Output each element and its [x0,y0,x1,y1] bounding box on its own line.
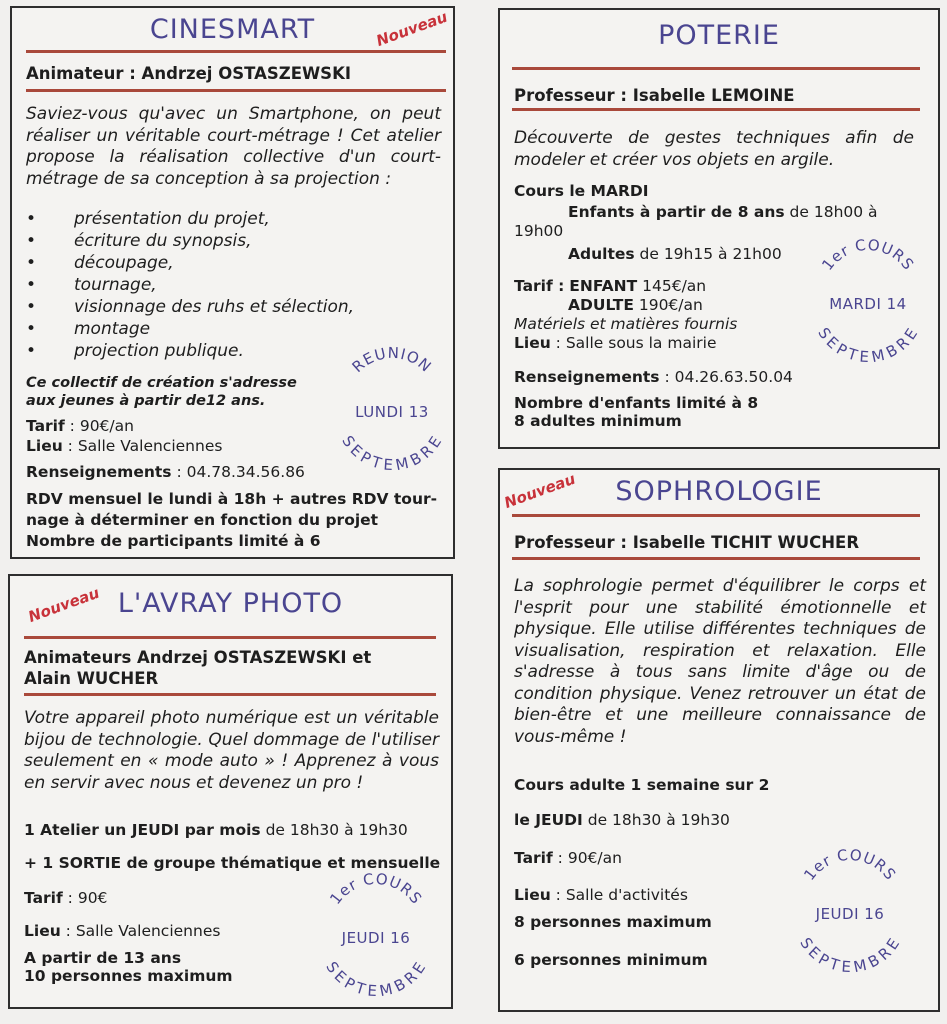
photo-lieu: Lieu : Salle Valenciennes [24,922,221,940]
poterie-cours: Cours le MARDI [514,182,649,200]
photo-animators-line-2: Alain WUCHER [24,669,159,688]
bullet-dot: • [26,209,37,229]
sophro-new-badge: Nouveau [501,469,578,512]
svg-text:REUNION [349,344,436,376]
poterie-enfants-end: 19h00 [514,222,564,240]
bullet-dot: • [26,275,37,295]
cinesmart-new-badge: Nouveau [373,7,450,50]
photo-date-stamp [322,869,430,1001]
cinesmart-rdv-line-1: RDV mensuel le lundi à 18h + autres RDV tour- [26,490,438,508]
sophro-jeudi: le JEUDI de 18h30 à 19h30 [514,811,730,829]
cinesmart-top-rule [26,50,446,53]
sophro-teacher: Professeur : Isabelle TICHIT WUCHER [514,533,860,552]
sophro-cours: Cours adulte 1 semaine sur 2 [514,776,770,794]
poterie-tarif-adulte: ADULTE 190€/an [568,296,703,314]
svg-text:SEPTEMBRE [338,432,445,474]
svg-text:1er COURS [800,846,899,884]
cinesmart-date-stamp [338,343,446,475]
photo-description: Votre appareil photo numérique est un véritable bijou de technologie. Quel dommage de l'utiliser seulement en « mode auto » ! Apprenez à vous en servir avec nous et devenez un pro ! [24,708,439,793]
stamp-top-text: 1er COURS [800,845,900,884]
photo-title: L'AVRAY PHOTO [117,588,344,619]
poterie-teacher: Professeur : Isabelle LEMOINE [514,86,795,105]
cinesmart-audience-line-2: aux jeunes à partir de12 ans. [26,393,266,409]
poterie-lieu: Lieu : Salle sous la mairie [514,334,717,352]
cinesmart-description: Saviez-vous qu'avec un Smartphone, on peut réaliser un véritable court-métrage ! Cet atelier propose la réalisation collective d'un court-métrage de sa conception à sa projection : [26,104,441,189]
photo-bottom-rule [24,693,436,696]
photo-age: A partir de 13 ans [24,949,182,967]
photo-top-rule [24,636,436,639]
stamp-middle-text: JEUDI 16 [341,929,411,947]
bullet-dot: • [26,231,37,251]
svg-text:SEPTEMBRE [796,934,903,976]
svg-text:SEPTEMBRE [322,958,429,1000]
stamp-bottom-text: SEPTEMBRE [338,432,446,475]
photo-animators-line-1: Animateurs Andrzej OSTASZEWSKI et [24,648,372,667]
bullet-dot: • [26,253,37,273]
bullet-dot: • [26,341,37,361]
poterie-date-stamp [814,235,922,367]
cinesmart-renseignements: Renseignements : 04.78.34.56.86 [26,463,305,481]
stamp-top-text: REUNION [348,343,436,377]
poterie-renseignements: Renseignements : 04.26.63.50.04 [514,368,793,386]
svg-text:1er COURS [818,236,917,274]
sophro-date-stamp [796,845,904,977]
poterie-materiel: Matériels et matières fournis [514,315,738,333]
poterie-limit-enfants: Nombre d'enfants limité à 8 [514,394,759,412]
cinesmart-audience-line-1: Ce collectif de création s'adresse [26,375,297,391]
poterie-enfants: Enfants à partir de 8 ans de 18h00 à [568,203,878,221]
cinesmart-card: CINESMART Nouveau Animateur : Andrzej OSTASZEWSKI Saviez-vous qu'avec un Smartphone, on peut réaliser un véritable court-métrage ! Cet atelier propose la réalisation collective d'un court-métrage de sa conception à sa projection : • présentation du projet, • écriture du synopsis, • découpage, • tournage, • visionnage des ruhs et sélection, • montage • projection publique. Ce collectif de création s'adresse aux jeunes à partir de12 ans. Tarif : 90€/an Lieu : Salle Valenciennes Renseignements : 04.78.34.56.86 RDV mensuel le lundi à 18h + autres RDV tour- nage à déterminer en fonction du projet Nombre de participants limité à 6 REUNION SEPTEMBRE LUNDI 13 [10,6,455,559]
poterie-bottom-rule [512,108,920,111]
cinesmart-bottom-rule [26,89,446,92]
cinesmart-tarif: Tarif : 90€/an [26,417,134,435]
sophro-min: 6 personnes minimum [514,951,708,969]
photo-tarif: Tarif : 90€ [24,889,108,907]
photo-new-badge: Nouveau [25,583,102,626]
poterie-card [498,8,940,449]
sophro-tarif: Tarif : 90€/an [514,849,622,867]
poterie-limit-adultes: 8 adultes minimum [514,412,682,430]
sophro-max: 8 personnes maximum [514,913,712,931]
sophro-lieu: Lieu : Salle d'activités [514,886,688,904]
sophro-card [498,468,940,1012]
cinesmart-animator: Animateur : Andrzej OSTASZEWSKI [26,64,351,83]
bullet-dot: • [26,297,37,317]
sophro-description: La sophrologie permet d'équilibrer le corps et l'esprit pour une stabilité émotionnelle et physique. Elle utilise différentes techniques de visualisation, respiration et relaxation. Elle s'adresse à tous sans limite d'âge ou de condition physique. Venez retrouver un état de bien-être et une meilleure connaissance de vous-même ! [514,576,926,747]
poterie-title: POTERIE [658,20,780,51]
stamp-middle-text: MARDI 14 [829,295,907,313]
svg-text:1er COURS [326,870,425,908]
stamp-bottom-text: SEPTEMBRE [322,958,430,1001]
photo-atelier: 1 Atelier un JEUDI par mois de 18h30 à 19h30 [24,821,408,839]
stamp-bottom-text: SEPTEMBRE [796,934,904,977]
cinesmart-participants-limit: Nombre de participants limité à 6 [26,532,321,550]
stamp-top-text: 1er COURS [326,869,426,908]
photo-card [8,574,453,1009]
cinesmart-lieu: Lieu : Salle Valenciennes [26,437,223,455]
photo-max: 10 personnes maximum [24,967,233,985]
cinesmart-rdv-line-2: nage à déterminer en fonction du projet [26,511,379,529]
photo-sortie: + 1 SORTIE de groupe thématique et mensuelle [24,854,441,872]
stamp-middle-text: LUNDI 13 [355,403,429,421]
poterie-description: Découverte de gestes techniques afin de modeler et créer vos objets en argile. [514,128,914,170]
cinesmart-title: CINESMART [149,14,316,45]
svg-text:SEPTEMBRE [814,324,921,366]
stamp-middle-text: JEUDI 16 [815,905,885,923]
poterie-adultes: Adultes de 19h15 à 21h00 [568,245,782,263]
bullet-dot: • [26,319,37,339]
stamp-bottom-text: SEPTEMBRE [814,324,922,367]
poterie-top-rule [512,67,920,70]
sophro-bottom-rule [512,557,920,560]
poterie-tarif-enfant: Tarif : ENFANT 145€/an [514,277,707,295]
sophro-top-rule [512,514,920,517]
sophro-title: SOPHROLOGIE [615,476,823,507]
stamp-top-text: 1er COURS [818,235,918,274]
